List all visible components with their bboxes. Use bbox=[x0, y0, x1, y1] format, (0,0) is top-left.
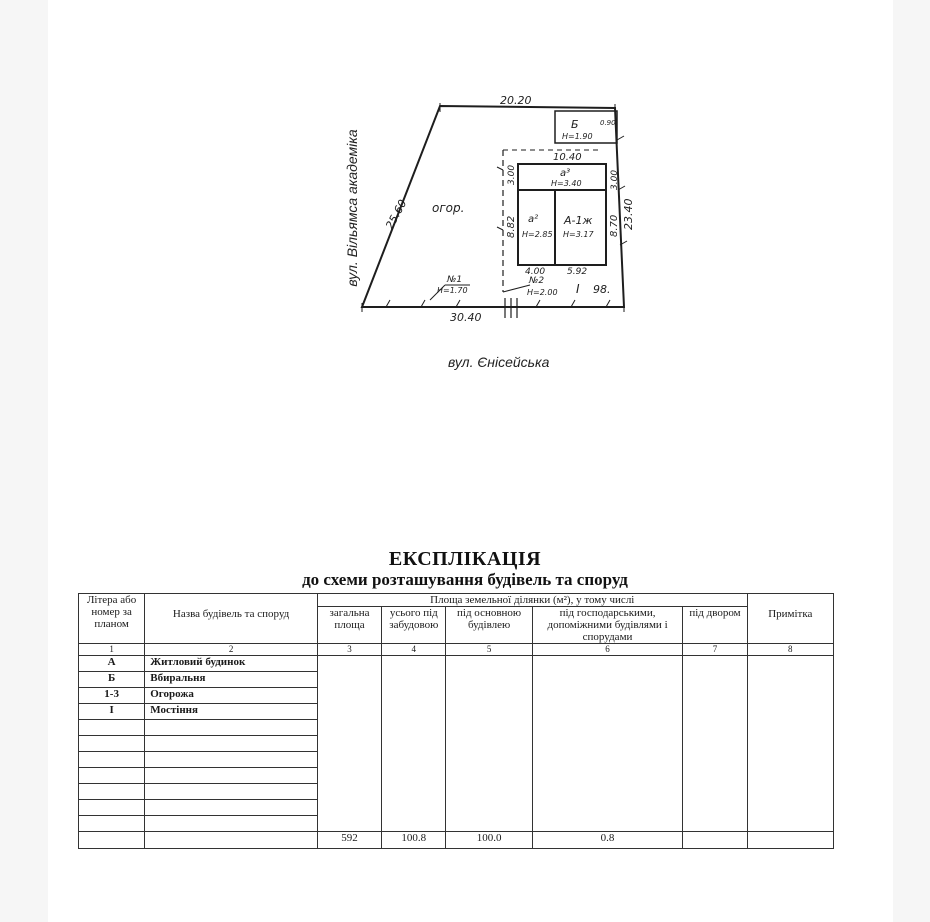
building-b-height: Н=1.90 bbox=[562, 132, 593, 141]
row-litera bbox=[79, 816, 145, 832]
header-yard: під двором bbox=[683, 607, 747, 644]
total-area: 592 bbox=[317, 832, 381, 849]
row-name bbox=[145, 768, 318, 784]
garden-label: огор. bbox=[432, 201, 465, 215]
dim-house-bottom-right: 5.92 bbox=[567, 267, 588, 277]
col-main-cell bbox=[446, 656, 532, 832]
total-note bbox=[747, 832, 833, 849]
col-built-cell bbox=[382, 656, 446, 832]
dim-right: 23.40 bbox=[622, 198, 635, 230]
total-aux: 0.8 bbox=[532, 832, 683, 849]
dim-b-small: 0.90 bbox=[600, 119, 616, 127]
row-name bbox=[145, 736, 318, 752]
total-yard bbox=[683, 832, 747, 849]
row-litera: Б bbox=[79, 672, 145, 688]
header-note: Примітка bbox=[747, 594, 833, 644]
dim-house-left: 8.82 bbox=[506, 215, 517, 238]
fence1-label: №1 bbox=[447, 275, 463, 285]
header-name: Назва будівель та споруд bbox=[145, 594, 318, 644]
yard-label: І bbox=[576, 282, 580, 296]
header-litera: Літера або номер за планом bbox=[79, 594, 145, 644]
a3-label: а³ bbox=[560, 168, 571, 179]
table-row bbox=[79, 656, 834, 672]
building-b-label: Б bbox=[571, 118, 579, 131]
row-litera bbox=[79, 736, 145, 752]
fence2-height: Н=2.00 bbox=[527, 288, 558, 297]
col-number: 3 bbox=[317, 644, 381, 656]
row-litera: 1-3 bbox=[79, 688, 145, 704]
dim-house-width: 10.40 bbox=[553, 152, 582, 163]
dim-house-left-top: 3.00 bbox=[507, 164, 517, 185]
a2-label: а² bbox=[528, 214, 539, 225]
row-name bbox=[145, 784, 318, 800]
col-yard-cell bbox=[683, 656, 747, 832]
row-litera: А bbox=[79, 656, 145, 672]
col-number: 1 bbox=[79, 644, 145, 656]
dim-house-right: 8.70 bbox=[609, 214, 620, 237]
col-number: 7 bbox=[683, 644, 747, 656]
row-litera: I bbox=[79, 704, 145, 720]
totals-row bbox=[79, 832, 834, 849]
row-name: Вбиральня bbox=[145, 672, 318, 688]
totals-name bbox=[145, 832, 318, 849]
col-number: 8 bbox=[747, 644, 833, 656]
col-number: 6 bbox=[532, 644, 683, 656]
col-note-cell bbox=[747, 656, 833, 832]
explication-table bbox=[78, 593, 834, 849]
row-litera bbox=[79, 784, 145, 800]
dim-right-upper: 3.00 bbox=[610, 169, 620, 190]
col-total-cell bbox=[317, 656, 381, 832]
col-number: 4 bbox=[382, 644, 446, 656]
row-litera bbox=[79, 768, 145, 784]
row-name bbox=[145, 800, 318, 816]
a-main-label: А-1ж bbox=[564, 214, 593, 227]
header-built: усього під забудовою bbox=[382, 607, 446, 644]
col-number: 5 bbox=[446, 644, 532, 656]
row-litera bbox=[79, 800, 145, 816]
row-litera bbox=[79, 752, 145, 768]
header-main: під основною будівлею bbox=[446, 607, 532, 644]
page-subtitle: до схеми розташування будівель та споруд bbox=[302, 570, 628, 589]
row-name bbox=[145, 816, 318, 832]
header-total: загальна площа bbox=[317, 607, 381, 644]
row-name bbox=[145, 752, 318, 768]
row-name: Огорожа bbox=[145, 688, 318, 704]
header-area-group: Площа земельної ділянки (м²), у тому числі bbox=[317, 594, 747, 607]
dim-top: 20.20 bbox=[500, 94, 532, 107]
a-main-height: Н=3.17 bbox=[563, 230, 594, 239]
page-title: ЕКСПЛІКАЦІЯ bbox=[388, 548, 542, 570]
site-plan bbox=[0, 0, 930, 400]
row-litera bbox=[79, 720, 145, 736]
total-built: 100.8 bbox=[382, 832, 446, 849]
total-main: 100.0 bbox=[446, 832, 532, 849]
dim-left: 25.60 bbox=[383, 197, 410, 232]
dim-house-bottom-left: 4.00 bbox=[525, 267, 546, 277]
a2-height: Н=2.85 bbox=[522, 230, 553, 239]
totals-litera bbox=[79, 832, 145, 849]
street-west-label: вул. Вільямса академіка bbox=[344, 129, 360, 287]
fence1-height: Н=1.70 bbox=[437, 286, 468, 295]
row-name: Житловий будинок bbox=[145, 656, 318, 672]
fence2-label: №2 bbox=[529, 276, 545, 286]
yard-area: 98. bbox=[593, 283, 611, 296]
dim-bottom: 30.40 bbox=[450, 311, 482, 324]
a3-height: Н=3.40 bbox=[551, 179, 582, 188]
col-aux-cell bbox=[532, 656, 683, 832]
col-number: 2 bbox=[145, 644, 318, 656]
street-south-label: вул. Єнісейська bbox=[448, 354, 550, 370]
header-aux: під господарськими, допоміжними будівлями і спорудами bbox=[532, 607, 683, 644]
row-name: Мостіння bbox=[145, 704, 318, 720]
row-name bbox=[145, 720, 318, 736]
